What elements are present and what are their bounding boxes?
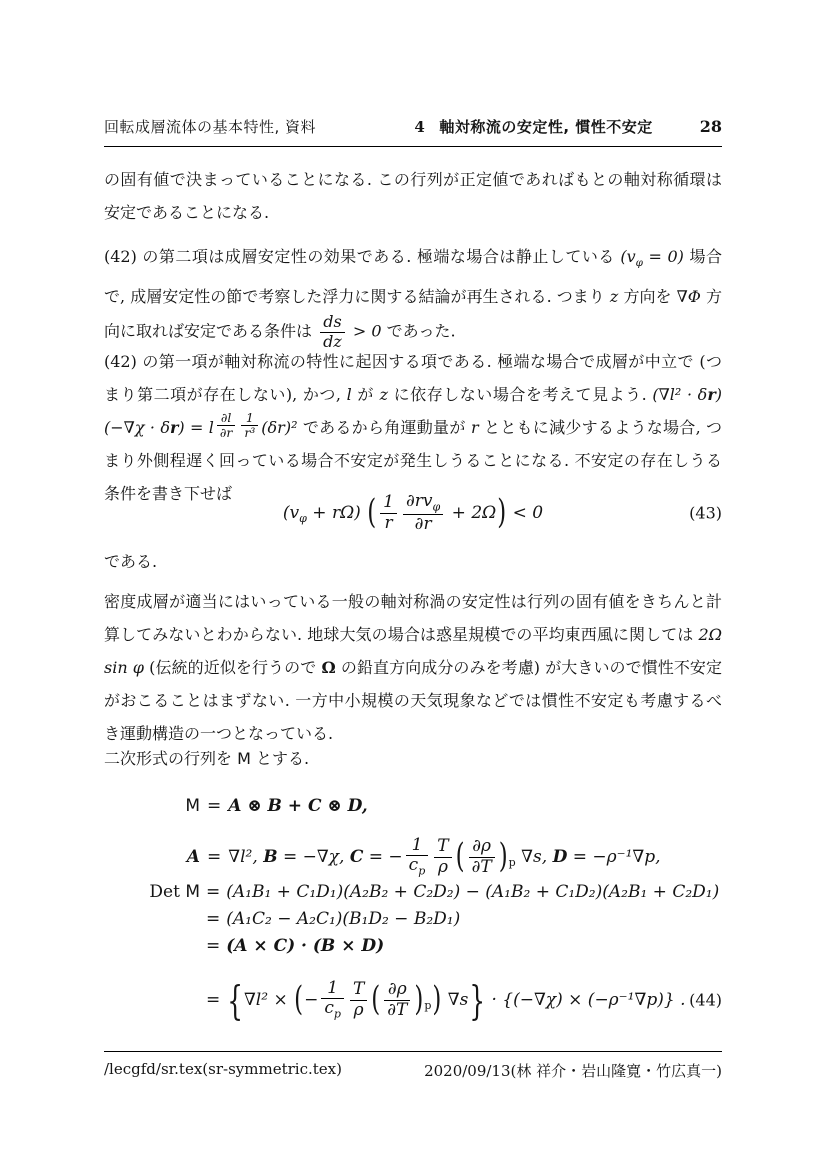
denominator: ∂T [469,857,495,878]
math-run: (v [282,502,300,523]
header-left-title: 回転成層流体の基本特性, 資料 [104,118,317,136]
equals-sign: = [206,935,221,956]
equation-number-43: (43) [689,503,722,523]
equation-43 [104,485,722,541]
math-run: + rΩ) [306,502,361,523]
equation-number-44: (44) [689,990,722,1010]
numerator: T [352,978,365,999]
math-run: z [609,287,619,307]
denominator: ∂T [384,1000,410,1021]
fraction-1-r [380,493,397,533]
math-run: c [324,998,334,1019]
det-lhs [144,882,200,902]
header-page-number: 28 [699,117,722,136]
big-paren-open: ( [455,838,465,876]
fraction-drv-dr [403,492,443,535]
math-vector-A: A [186,847,200,867]
subscript-phi: φ [635,257,643,270]
fraction-drho-dT [384,980,410,1020]
equation-rhs [228,836,660,879]
paragraph-dearu [104,545,722,578]
text-run: (42) の第一項が軸対称流の特性に起因する項である. 極端な場合で成層が中立で (つまり第二項が存在しない), かつ, [104,352,722,404]
numerator: 1 [327,977,339,998]
subscript-phi: φ [299,511,307,525]
numerator: 1 [383,491,394,512]
header-section-number: 4 [414,118,426,136]
matrix-definition-equations [104,788,722,886]
math-run: = −∇χ, [277,846,350,867]
text-run: の固有値で決まっていることになる. この行列が正定値であればもとの軸対称循環は安定であることになる. [104,170,722,222]
page-header [104,116,722,137]
equation-rhs [226,976,686,1024]
math-run: z [379,385,388,404]
math-matrix-M: M [185,796,200,816]
numerator [403,492,443,514]
denominator [321,998,344,1021]
fraction-drho-dT [469,837,495,877]
text-run: (42) の第二項は成層安定性の効果である. 極端な場合は静止している [104,247,621,266]
paragraph-quadratic-form [104,742,722,775]
paragraph-eigenvalue [104,163,722,229]
math-run: 2Ω sin φ [104,625,722,677]
big-paren-close: ) [414,981,424,1019]
paragraph-second-term [104,240,722,351]
math-run: = 0) [642,247,684,266]
math-run: > 0 [347,321,382,341]
big-paren-close: ) [432,981,442,1019]
math-run: < 0 [507,502,544,523]
text-run: 方向を [618,287,677,307]
math-run: (A₁B₁ + C₁D₁)(A₂B₂ + C₂D₂) − (A₁B₂ + C₁D₂)(A₂B₁ + C₂D₁) [226,881,720,902]
header-section-title: 軸対称流の安定性, 慣性不安定 [439,118,653,136]
math-run: ∇s [442,989,469,1010]
math-run: · {(−∇χ) × (−ρ⁻¹∇p)} . [486,989,686,1010]
det-line-2 [144,905,722,932]
big-paren-open: ( [294,981,304,1019]
subscript-p: p [418,864,426,878]
fraction-1-cp [321,979,344,1022]
text-run: であるから角運動量が [297,418,471,437]
math-run: l [346,385,352,404]
math-vector-D: D [552,846,568,867]
header-rule [104,146,722,147]
big-paren-close: ) [497,494,507,532]
fraction-T-rho [434,837,451,877]
denominator: ρ [434,857,451,878]
subscript-p: p [333,1007,341,1021]
math-run: (A × C) · (B × D) [226,935,385,956]
math-matrix-M: M [237,749,251,768]
numerator: ds [323,312,342,332]
math-run: = − [363,846,403,867]
text-run: 場合で, 成層安定性の節で考察した浮力に関する結論が再生される. つまり [104,247,722,307]
subscript-phi: φ [432,500,441,514]
text-run: (伝統的近似を行うので [144,658,322,677]
det-line-4 [144,965,722,1035]
det-line-3 [144,932,722,959]
text-run: 二次形式の行列を [104,749,238,768]
text-run: とともに減少するような場合, つまり外側程遅く回っている場合不安定が発生しうることになる. 不安定の存在しうる条件を書き下せば [104,418,723,503]
text-run: であった. [381,321,456,341]
math-run: (∇l² · δ [652,385,708,404]
math-run: A ⊗ B + C ⊗ D, [228,796,368,816]
equals-sign: = [207,796,222,816]
equation-line-M [168,788,722,824]
equals-sign: = [207,847,222,867]
denominator: r [380,513,397,534]
math-vector-r: r [169,418,179,437]
fraction-T-rho [350,980,367,1020]
denominator: ∂r [217,425,235,440]
text-run: とする. [250,749,310,768]
math-matrix-M: M [185,881,200,902]
numerator: ∂ρ [387,978,407,999]
footer-rule [104,1051,722,1052]
numerator: ∂l [220,410,232,426]
denominator: dz [320,332,345,351]
math-run: ) = l [178,418,214,437]
equals-sign: = [206,908,221,929]
math-vector-C: C [349,846,364,867]
numerator: T [437,835,449,856]
math-run: (δr)² [261,418,298,437]
equals-sign: = [206,881,221,902]
det-line-1 [144,878,722,905]
paragraph-density-stratification [104,585,722,750]
big-paren-close: ) [498,838,508,876]
math-vector-B: B [263,846,278,867]
denominator: ∂r [403,514,443,535]
big-brace-open: { [227,976,243,1024]
math-run: ∂rv [406,490,433,511]
math-run: ∇Φ [676,287,701,307]
text-run: である. [104,552,158,571]
math-run: + 2Ω [446,502,497,523]
determinant-equations [104,878,722,1035]
header-section [414,116,652,137]
footer-date-authors: 2020/09/13(林 祥介・岩山隆寛・竹広真一) [424,1062,722,1080]
fraction-dl-dr [217,411,235,441]
math-run: c [408,855,419,876]
subscript-p: p [508,855,516,869]
math-vector-r: r [707,385,716,404]
text-run: 密度成層が適当にはいっている一般の軸対称渦の安定性は行列の固有値をきちんと計算してみないとわからない. 地球大気の場合は惑星規模での平均東西風に関しては [104,592,722,644]
denominator: ρ [350,1000,367,1021]
numerator: 1 [411,834,423,855]
denominator: r³ [241,425,258,440]
big-paren-open: ( [367,494,377,532]
fraction-1-cp [406,836,429,879]
numerator: 1 [245,410,254,426]
math-run: ∇l² × [243,989,294,1010]
denominator [406,855,429,878]
math-run: = −ρ⁻¹∇p, [567,846,661,867]
math-run: Det [149,881,180,902]
subscript-p: p [424,998,432,1012]
big-paren-open: ( [371,981,381,1019]
text-run: の鉛直方向成分のみを考慮) が大きいので慣性不安定がおこることはまずない. 一方中小規模の天気現象などでは慣性不安定も考慮するべき運動構造の一つとなっている. [104,658,723,743]
equation-43-body [283,492,543,535]
fraction-1-r3 [241,411,258,441]
footer-file-path: /lecgfd/sr.tex(sr-symmetric.tex) [104,1060,342,1078]
math-run: − [304,989,319,1010]
math-run: )(−∇χ · δ [104,385,722,437]
equals-sign: = [206,990,221,1010]
math-bold-omega: Ω [321,658,336,677]
big-brace-close: } [469,976,486,1024]
math-run: ∇l², [228,846,264,867]
math-run: ∇s, [515,846,553,867]
text-run: に依存しない場合を考えて見よう. [388,385,653,404]
numerator: ∂ρ [472,835,492,856]
math-run: (v [620,247,636,266]
text-run: が [351,385,380,404]
page-footer [104,1060,722,1081]
math-run: (A₁C₂ − A₂C₁)(B₁D₂ − B₂D₁) [226,908,461,929]
math-run: r [470,418,479,437]
text-run: 方向に取れば安定である条件は [104,287,722,341]
